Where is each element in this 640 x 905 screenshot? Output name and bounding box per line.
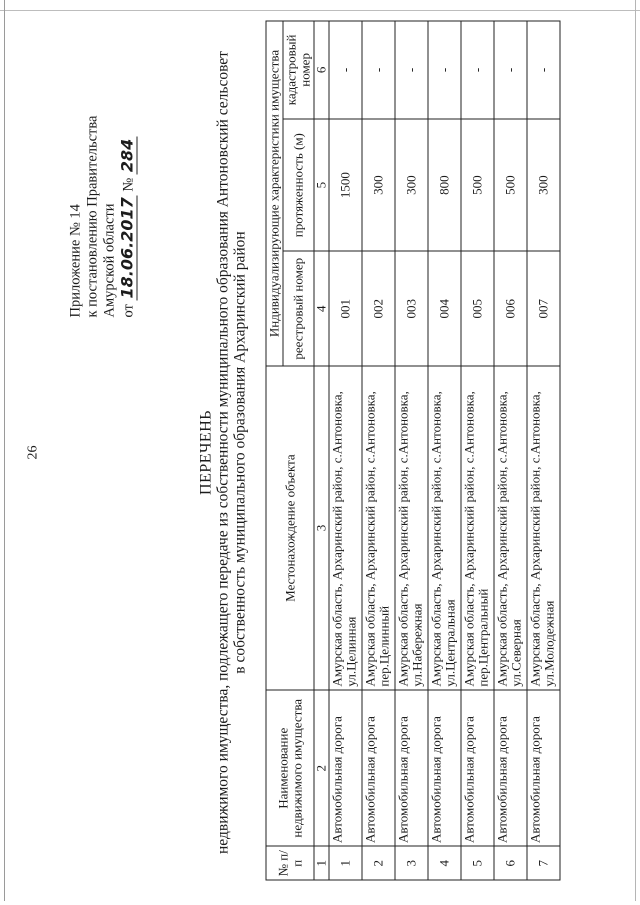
title-heading: ПЕРЕЧЕНЬ <box>197 410 215 495</box>
row-registry: 003 <box>395 252 428 367</box>
row-location: Амурская область, Архаринский район, с.Антоновка, пер.Центральный <box>461 366 494 690</box>
title-line-2: в собственность муниципального образования Архаринский район <box>231 231 249 674</box>
row-registry: 007 <box>527 252 560 367</box>
row-length: 300 <box>527 119 560 252</box>
row-num: 7 <box>527 846 560 880</box>
row-location: Амурская область, Архаринский район, с.Антоновка, ул.Набережная <box>395 366 428 690</box>
column-number: 2 <box>314 690 329 846</box>
row-name: Автомобильная дорога <box>428 690 461 846</box>
row-name: Автомобильная дорога <box>362 690 395 846</box>
column-numbers-row <box>314 21 329 880</box>
row-num: 6 <box>494 846 527 880</box>
row-registry: 006 <box>494 252 527 367</box>
scan-top-edge <box>0 0 640 11</box>
row-cadastral: - <box>527 21 560 119</box>
row-length: 800 <box>428 119 461 252</box>
header-num: № п/п <box>266 846 314 880</box>
header-location: Местонахождение объекта <box>266 366 314 690</box>
property-table <box>266 21 561 881</box>
table-row <box>329 21 362 880</box>
row-cadastral: - <box>395 21 428 119</box>
row-num: 1 <box>329 846 362 880</box>
handwritten-date: 18.06.2017 <box>117 197 137 299</box>
row-location: Амурская область, Архаринский район, с.Антоновка, ул.Северная <box>494 366 527 690</box>
appendix-date-line <box>119 18 138 318</box>
column-number: 4 <box>314 252 329 367</box>
date-prefix: от <box>120 304 137 318</box>
row-name: Автомобильная дорога <box>494 690 527 846</box>
row-location: Амурская область, Архаринский район, с.Антоновка, ул.Центральная <box>428 366 461 690</box>
row-registry: 002 <box>362 252 395 367</box>
row-num: 3 <box>395 846 428 880</box>
row-length: 500 <box>494 119 527 252</box>
row-length: 300 <box>362 119 395 252</box>
table-row <box>494 21 527 880</box>
document-title <box>198 13 249 893</box>
row-cadastral: - <box>494 21 527 119</box>
column-number: 3 <box>314 366 329 690</box>
title-line-1: недвижимого имущества, подлежащего передаче из собственности муниципального образования Антоновский сельсовет <box>214 51 232 854</box>
appendix-line-1: Приложение № 14 <box>67 204 84 318</box>
table-row <box>428 21 461 880</box>
page-number: 26 <box>25 445 41 460</box>
rotated-page <box>18 13 623 893</box>
row-cadastral: - <box>362 21 395 119</box>
header-name: Наименование недвижимого имущества <box>266 690 314 846</box>
header-length: протяженность (м) <box>283 119 314 252</box>
column-number: 1 <box>314 846 329 880</box>
row-location: Амурская область, Архаринский район, с.Антоновка, ул.Молодежная <box>527 366 560 690</box>
handwritten-number: 284 <box>117 138 137 173</box>
row-num: 5 <box>461 846 494 880</box>
column-number: 6 <box>314 21 329 119</box>
row-name: Автомобильная дорога <box>329 690 362 846</box>
row-name: Автомобильная дорога <box>461 690 494 846</box>
row-registry: 004 <box>428 252 461 367</box>
header-registry: реестровый номер <box>283 252 314 367</box>
row-name: Автомобильная дорога <box>395 690 428 846</box>
row-cadastral: - <box>329 21 362 119</box>
row-length: 1500 <box>329 119 362 252</box>
row-location: Амурская область, Архаринский район, с.Антоновка, ул.Целинная <box>329 366 362 690</box>
table-row <box>395 21 428 880</box>
table-row <box>527 21 560 880</box>
appendix-line-3: Амурской области <box>101 203 118 318</box>
row-cadastral: - <box>461 21 494 119</box>
appendix-block <box>68 18 138 318</box>
row-cadastral: - <box>428 21 461 119</box>
table-row <box>362 21 395 880</box>
table-row <box>461 21 494 880</box>
row-registry: 001 <box>329 252 362 367</box>
appendix-line-2: к постановлению Правительства <box>84 115 101 318</box>
number-prefix: № <box>120 177 137 192</box>
row-num: 4 <box>428 846 461 880</box>
row-location: Амурская область, Архаринский район, с.Антоновка, пер.Целинный <box>362 366 395 690</box>
row-registry: 005 <box>461 252 494 367</box>
row-num: 2 <box>362 846 395 880</box>
header-cadastral: кадастровый номер <box>283 21 314 119</box>
row-length: 300 <box>395 119 428 252</box>
header-characteristics: Индивидуализирующие характеристики имущества <box>266 21 283 366</box>
row-length: 500 <box>461 119 494 252</box>
column-number: 5 <box>314 119 329 252</box>
row-name: Автомобильная дорога <box>527 690 560 846</box>
